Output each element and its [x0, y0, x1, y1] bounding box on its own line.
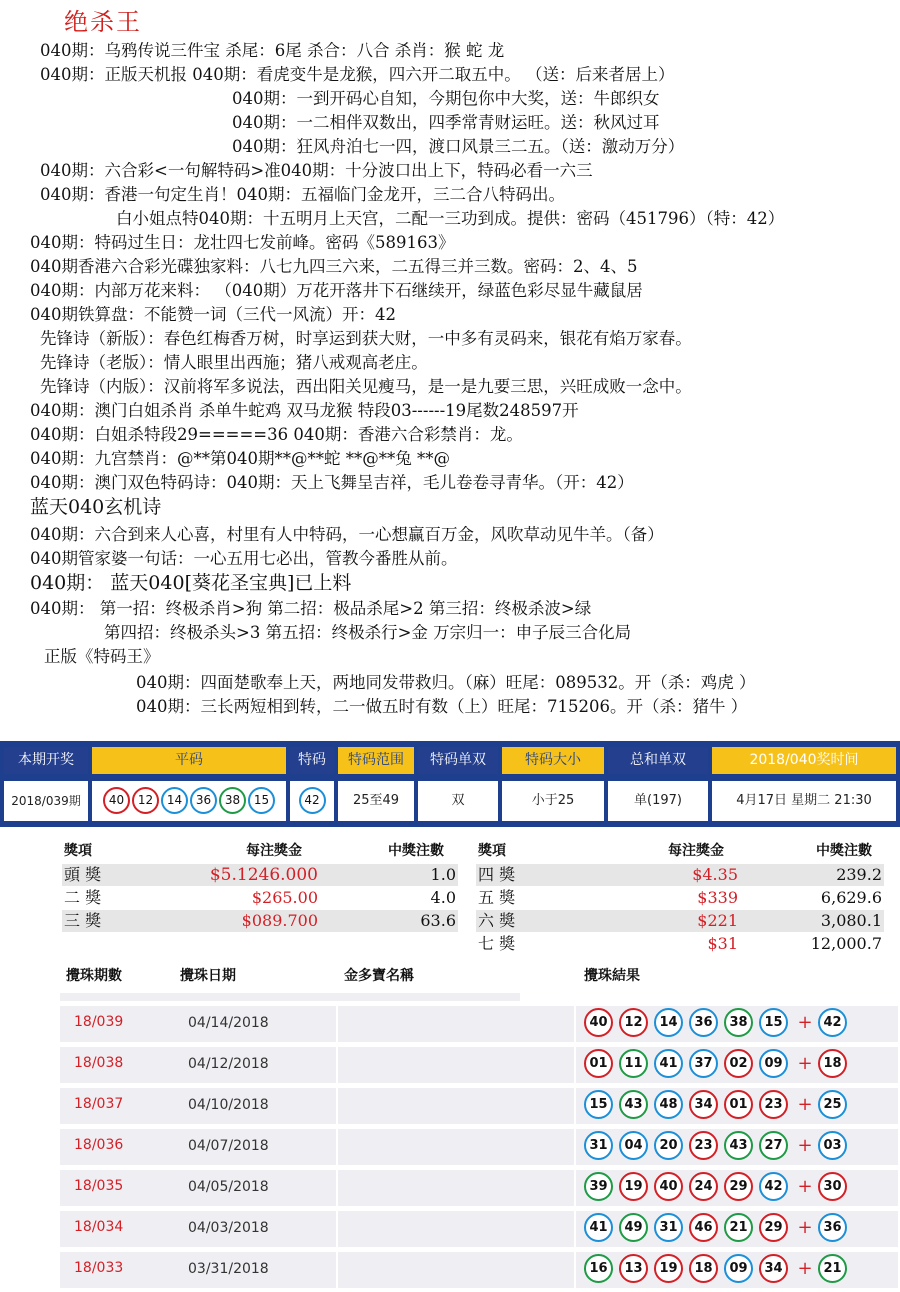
- history-header-period: 攪珠期數: [66, 968, 122, 984]
- plus-icon: +: [797, 1094, 813, 1115]
- prediction-line: 正版《特码王》: [44, 647, 160, 666]
- header-size: 特码大小: [502, 747, 604, 774]
- history-row: [60, 1045, 900, 1085]
- history-row: [60, 1127, 900, 1167]
- number-ball: 02: [724, 1049, 753, 1078]
- prediction-line: 040期：正版天机报 040期：看虎变牛是龙猴，四六开二取五中。 （送：后来者居上）: [40, 65, 675, 84]
- number-ball: 48: [654, 1090, 683, 1119]
- prediction-line: 040期：六合彩<一句解特码>准040期：十分波口出上下，特码必看一六三: [40, 161, 593, 180]
- special-number-ball: 03: [818, 1131, 847, 1160]
- draw-result-balls: [584, 1008, 853, 1037]
- header-special-number: 特码: [290, 747, 334, 774]
- prediction-line: 第四招：终极杀头>3 第五招：终极杀行>金 万宗归一：申子辰三合化局: [104, 623, 632, 642]
- history-row: [60, 1004, 900, 1044]
- header-sum-odd-even: 总和单双: [608, 747, 708, 774]
- number-ball: 38: [724, 1008, 753, 1037]
- draw-period: 18/035: [74, 1178, 124, 1194]
- draw-period: 18/039: [74, 1014, 124, 1030]
- prediction-line: 040期：狂风舟泊七一四，渡口风景三二五。（送：激动万分）: [232, 137, 685, 156]
- prediction-line: 白小姐点特040期：十五明月上天宫，二配一三功到成。提供：密码（451796）（特：42）: [116, 209, 785, 228]
- special-number-ball: 21: [818, 1254, 847, 1283]
- prize-row: [62, 887, 458, 909]
- winner-count: 239.2: [836, 865, 882, 884]
- history-row: [60, 1209, 900, 1249]
- prize-row: [62, 910, 458, 932]
- header-next-draw-time: 2018/040奖时间: [712, 747, 896, 774]
- number-ball: 12: [132, 787, 159, 814]
- special-number-ball: 42: [299, 787, 326, 814]
- header-current-draw: 本期开奖: [4, 747, 88, 774]
- number-ball: 41: [584, 1213, 613, 1242]
- result-strip: [0, 741, 900, 827]
- number-ball: 20: [654, 1131, 683, 1160]
- prize-amount: $221: [697, 911, 738, 930]
- number-ball: 27: [759, 1131, 788, 1160]
- number-ball: 39: [584, 1172, 613, 1201]
- prize-amount: $4.35: [692, 865, 738, 884]
- header-odd-even: 特码单双: [418, 747, 498, 774]
- number-ball: 14: [161, 787, 188, 814]
- prediction-line: 040期：白姐杀特段29=====36 040期：香港六合彩禁肖：龙。: [30, 425, 523, 444]
- number-ball: 19: [619, 1172, 648, 1201]
- history-header-date: 攪珠日期: [180, 968, 236, 984]
- history-row: [60, 1086, 900, 1126]
- current-period: 2018/039期: [4, 781, 88, 821]
- draw-date: 04/14/2018: [188, 1015, 269, 1031]
- special-ball: [290, 781, 334, 821]
- number-ball: 34: [759, 1254, 788, 1283]
- number-ball: 15: [248, 787, 275, 814]
- draw-period: 18/038: [74, 1055, 124, 1071]
- number-ball: 23: [759, 1090, 788, 1119]
- prize-amount: $089.700: [241, 911, 318, 930]
- draw-period: 18/036: [74, 1137, 124, 1153]
- prize-header-amount: 每注獎金: [246, 843, 302, 859]
- prediction-line: 040期铁算盘：不能赞一词（三代一风流）开：42: [30, 305, 396, 324]
- plus-icon: +: [797, 1135, 813, 1156]
- prize-amount: $265.00: [251, 888, 318, 907]
- prediction-line: 040期：一到开码心自知，今期包你中大奖，送：牛郎织女: [232, 89, 660, 108]
- plus-icon: +: [797, 1012, 813, 1033]
- winner-count: 1.0: [430, 865, 456, 884]
- number-ball: 40: [654, 1172, 683, 1201]
- draw-date: 04/07/2018: [188, 1138, 269, 1154]
- number-ball: 21: [724, 1213, 753, 1242]
- prediction-line: 先锋诗（老版）：情人眼里出西施；猪八戒观高老庄。: [40, 353, 428, 372]
- prediction-line: 040期：澳门白姐杀肖 杀单牛蛇鸡 双马龙猴 特段03------19尾数248597开: [30, 401, 579, 420]
- draw-result-balls: [584, 1213, 853, 1242]
- prediction-line: 先锋诗（新版）：春色红梅香万树，时享运到获大财，一中多有灵码来，银花有焰万家春。: [40, 329, 692, 348]
- number-ball: 40: [103, 787, 130, 814]
- draw-result-balls: [584, 1254, 853, 1283]
- prediction-line: 040期：香港一句定生肖！040期：五福临门金龙开，三二合八特码出。: [40, 185, 565, 204]
- prediction-line: 040期管家婆一句话：一心五用七必出，管教今番胜从前。: [30, 549, 458, 568]
- plus-icon: +: [797, 1053, 813, 1074]
- history-header-result: 攪珠結果: [584, 968, 640, 984]
- prediction-line: 040期香港六合彩光碟独家料：八七九四三六来，二五得三并三数。密码：2、4、5: [30, 257, 638, 276]
- number-ball: 36: [689, 1008, 718, 1037]
- number-ball: 09: [759, 1049, 788, 1078]
- number-ball: 19: [654, 1254, 683, 1283]
- draw-result-balls: [584, 1131, 853, 1160]
- special-number-ball: 42: [818, 1008, 847, 1037]
- number-ball: 31: [654, 1213, 683, 1242]
- number-ball: 43: [619, 1090, 648, 1119]
- draw-result-balls: [584, 1049, 853, 1078]
- number-ball: 01: [584, 1049, 613, 1078]
- prize-name: 六 獎: [478, 911, 516, 930]
- number-ball: 04: [619, 1131, 648, 1160]
- number-ball: 42: [759, 1172, 788, 1201]
- number-ball: 41: [654, 1049, 683, 1078]
- special-number-ball: 30: [818, 1172, 847, 1201]
- number-ball: 40: [584, 1008, 613, 1037]
- normal-balls: [92, 781, 286, 821]
- prize-row: [476, 864, 884, 886]
- prize-name: 頭 獎: [64, 865, 102, 884]
- number-ball: 14: [654, 1008, 683, 1037]
- special-range-value: 25至49: [338, 781, 414, 821]
- draw-date: 03/31/2018: [188, 1261, 269, 1277]
- prediction-line: 040期：特码过生日：龙壮四七发前峰。密码《589163》: [30, 233, 455, 252]
- prize-name: 四 獎: [478, 865, 516, 884]
- winner-count: 3,080.1: [820, 911, 882, 930]
- plus-icon: +: [797, 1258, 813, 1279]
- prediction-line: 040期：一二相伴双数出，四季常青财运旺。送：秋风过耳: [232, 113, 660, 132]
- winner-count: 6,629.6: [820, 888, 882, 907]
- prediction-line: 040期： 蓝天040[葵花圣宝典]已上料: [30, 572, 352, 594]
- prize-row: [476, 933, 884, 955]
- special-number-ball: 18: [818, 1049, 847, 1078]
- prediction-line: 040期：六合到来人心喜，村里有人中特码，一心想赢百万金，风吹草动见牛羊。（备）: [30, 525, 664, 544]
- special-number-ball: 25: [818, 1090, 847, 1119]
- prize-row: [476, 910, 884, 932]
- prediction-line: 040期：九宫禁肖：@**第040期**@**蛇 **@**兔 **@: [30, 449, 450, 468]
- number-ball: 15: [759, 1008, 788, 1037]
- number-ball: 09: [724, 1254, 753, 1283]
- number-ball: 31: [584, 1131, 613, 1160]
- draw-result-balls: [584, 1090, 853, 1119]
- header-normal-numbers: 平码: [92, 747, 286, 774]
- prediction-line: 040期： 第一招：终极杀肖>狗 第二招：极品杀尾>2 第三招：终极杀波>绿: [30, 599, 592, 618]
- number-ball: 43: [724, 1131, 753, 1160]
- draw-period: 18/034: [74, 1219, 124, 1235]
- prize-row: [62, 864, 458, 886]
- number-ball: 37: [689, 1049, 718, 1078]
- draw-period: 18/037: [74, 1096, 124, 1112]
- number-ball: 38: [219, 787, 246, 814]
- prize-amount: $339: [697, 888, 738, 907]
- draw-date: 04/12/2018: [188, 1056, 269, 1072]
- number-ball: 18: [689, 1254, 718, 1283]
- history-row: [60, 1168, 900, 1208]
- winner-count: 12,000.7: [810, 934, 882, 953]
- draw-date: 04/10/2018: [188, 1097, 269, 1113]
- size-value: 小于25: [502, 781, 604, 821]
- history-divider: [60, 993, 520, 1001]
- prize-name: 七 獎: [478, 934, 516, 953]
- prize-name: 二 獎: [64, 888, 102, 907]
- prize-amount: $31: [707, 934, 738, 953]
- prediction-line: 040期：澳门双色特码诗：040期：天上飞舞呈吉祥，毛儿卷卷寻青华。（开：42）: [30, 473, 634, 492]
- prize-row: [476, 887, 884, 909]
- number-ball: 16: [584, 1254, 613, 1283]
- next-draw-time-value: 4月17日 星期二 21:30: [712, 781, 896, 821]
- prediction-line: 040期：四面楚歌奉上天，两地同发带救归。（麻）旺尾：089532。开（杀：鸡虎 ）: [136, 673, 756, 692]
- number-ball: 36: [190, 787, 217, 814]
- prediction-line: 040期：三长两短相到转，二一做五时有数（上）旺尾：715206。开（杀：猪牛 ）: [136, 697, 748, 716]
- number-ball: 29: [759, 1213, 788, 1242]
- prediction-line: 先锋诗（内版）：汉前将军多说法，西出阳关见瘦马，是一是九要三思，兴旺成败一念中。: [40, 377, 692, 396]
- draw-date: 04/05/2018: [188, 1179, 269, 1195]
- page-title: 绝杀王: [64, 8, 142, 36]
- number-ball: 11: [619, 1049, 648, 1078]
- number-ball: 12: [619, 1008, 648, 1037]
- plus-icon: +: [797, 1176, 813, 1197]
- prediction-line: 040期：乌鸦传说三件宝 杀尾：6尾 杀合：八合 杀肖：猴 蛇 龙: [40, 41, 505, 60]
- odd-even-value: 双: [418, 781, 498, 821]
- prize-header-count: 中獎注數: [816, 843, 872, 859]
- draw-period: 18/033: [74, 1260, 124, 1276]
- number-ball: 49: [619, 1213, 648, 1242]
- number-ball: 34: [689, 1090, 718, 1119]
- prize-amount: $5.1246.000: [209, 865, 318, 885]
- draw-date: 04/03/2018: [188, 1220, 269, 1236]
- history-row: [60, 1250, 900, 1290]
- number-ball: 23: [689, 1131, 718, 1160]
- prize-name: 五 獎: [478, 888, 516, 907]
- prize-header-amount: 每注獎金: [668, 843, 724, 859]
- number-ball: 46: [689, 1213, 718, 1242]
- special-number-ball: 36: [818, 1213, 847, 1242]
- prediction-line: 蓝天040玄机诗: [30, 496, 162, 518]
- number-ball: 13: [619, 1254, 648, 1283]
- winner-count: 63.6: [420, 911, 456, 930]
- winner-count: 4.0: [430, 888, 456, 907]
- prize-header-name: 獎項: [64, 843, 92, 859]
- number-ball: 24: [689, 1172, 718, 1201]
- draw-result-balls: [584, 1172, 853, 1201]
- sum-odd-even-value: 单(197): [608, 781, 708, 821]
- header-special-range: 特码范围: [338, 747, 414, 774]
- prize-name: 三 獎: [64, 911, 102, 930]
- prize-header-name: 獎項: [478, 843, 506, 859]
- prize-header-count: 中獎注數: [388, 843, 444, 859]
- prediction-line: 040期：内部万花来料： （040期）万花开落井下石继续开，绿蓝色彩尽显牛藏鼠居: [30, 281, 643, 300]
- number-ball: 29: [724, 1172, 753, 1201]
- history-header-name: 金多寶名稱: [344, 968, 414, 984]
- plus-icon: +: [797, 1217, 813, 1238]
- number-ball: 01: [724, 1090, 753, 1119]
- number-ball: 15: [584, 1090, 613, 1119]
